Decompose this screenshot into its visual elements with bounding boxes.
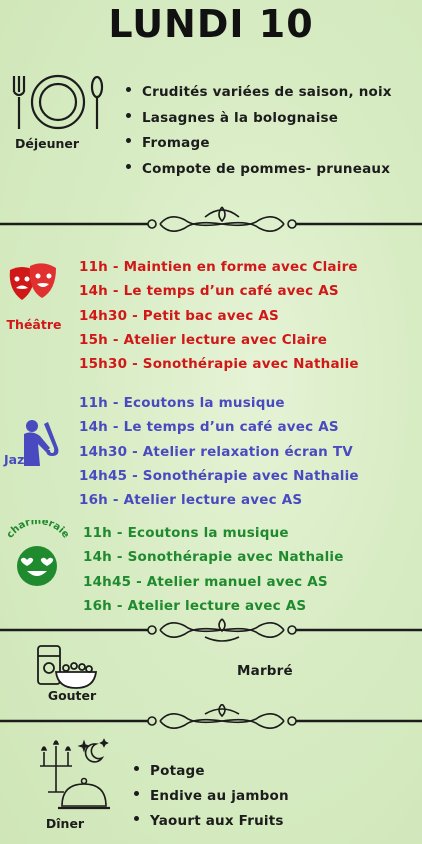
snack-block [30,642,100,704]
activity-item: 14h45 - Atelier manuel avec AS [83,573,328,590]
charmeraie-block [0,520,76,590]
charmeraie-activities [83,521,344,618]
ornament-divider [0,613,422,643]
activity-item: 15h30 - Sonothérapie avec Nathalie [79,356,359,373]
activity-item: 16h - Atelier lecture avec AS [79,492,303,509]
page-title: LUNDI 10 [108,2,314,46]
ornament-divider [0,704,422,734]
svg-text:charmeraie [5,520,72,541]
lunch-item: Compote de pommes- pruneaux [124,157,392,183]
lunch-block [8,70,108,160]
theatre-block [2,262,68,334]
activity-item: 14h - Le temps d’un café avec AS [79,283,339,300]
theatre-activities [79,255,359,376]
dinner-label: Dîner [45,816,85,831]
jazz-activities [79,391,359,512]
activity-item: 16h - Atelier lecture avec AS [83,597,307,614]
smiley-love-icon [0,520,76,590]
lunch-item: Crudités variées de saison, noix [124,80,392,106]
snack-label: Gouter [47,688,97,703]
activity-item: 11h - Ecoutons la musique [83,525,289,541]
theatre-label: Théâtre [6,317,62,332]
dinner-item: Endive au jambon [132,784,289,809]
jazz-label: Jazz [4,452,32,467]
dinner-item: Yaourt aux Fruits [132,809,289,834]
lunch-menu [124,80,392,182]
lunch-item: Lasagnes à la bolognaise [124,106,392,132]
activity-item: 11h - Maintien en forme avec Claire [79,259,358,275]
activity-item: 15h - Atelier lecture avec Claire [79,331,328,348]
dinner-cloche-candles-icon [34,738,110,812]
snack-bowl-icon [30,642,100,690]
theatre-masks-icon [6,262,62,314]
jazz-block [4,418,66,470]
dinner-block [34,738,114,834]
activity-item: 14h30 - Atelier relaxation écran TV [79,443,353,460]
dinner-item: Potage [132,759,289,784]
ornament-divider-icon [0,205,422,235]
dinner-menu [132,759,289,834]
plate-cutlery-icon [8,70,108,134]
activity-item: 14h30 - Petit bac avec AS [79,307,279,324]
ornament-divider-icon [0,613,422,643]
activity-item: 11h - Ecoutons la musique [79,395,285,411]
ornament-divider [0,205,422,235]
snack-item: Marbré [237,663,293,679]
lunch-label: Déjeuner [14,136,80,151]
activity-item: 14h - Sonothérapie avec Nathalie [83,549,344,566]
activity-item: 14h45 - Sonothérapie avec Nathalie [79,467,359,484]
charmeraie-label: charmeraie [4,520,72,541]
activity-item: 14h - Le temps d’un café avec AS [79,419,339,436]
lunch-item: Fromage [124,131,392,157]
ornament-divider-icon [0,704,422,734]
